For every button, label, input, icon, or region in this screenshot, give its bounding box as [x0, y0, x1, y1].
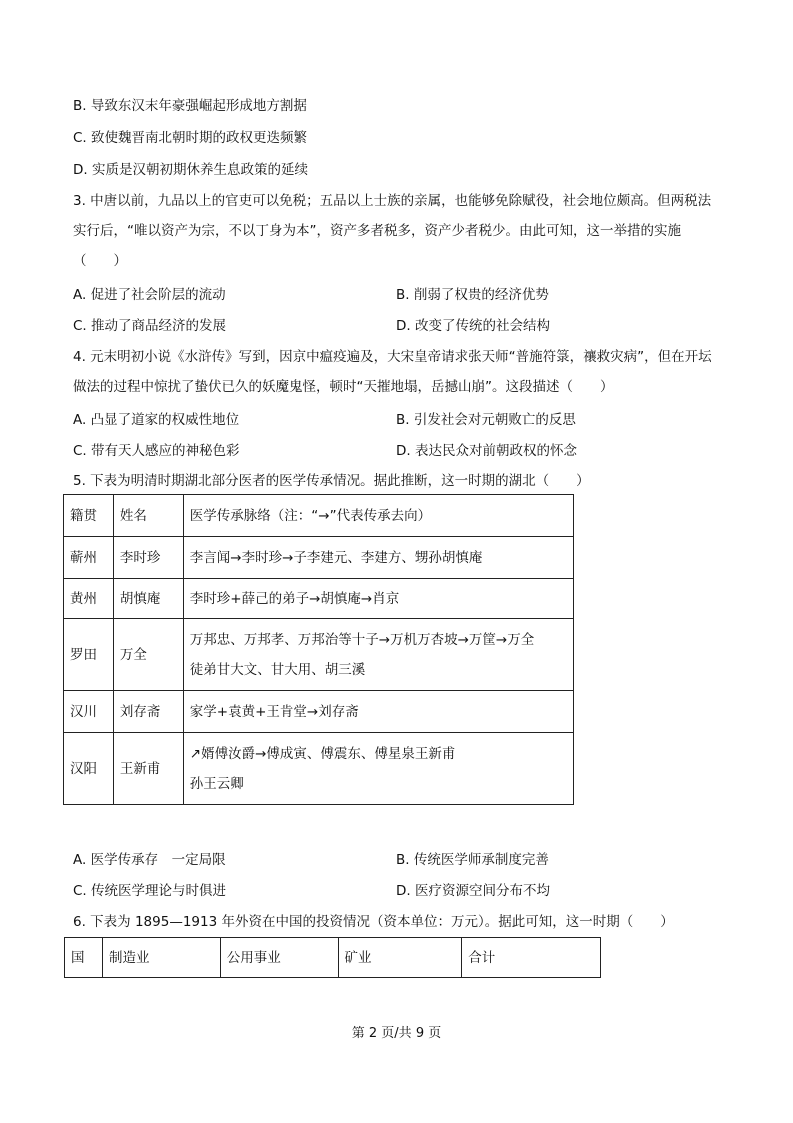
q4-stem: 4. 元末明初小说《水浒传》写到，因京中瘟疫遍及，大宋皇帝请求张天师“普施符箓，禳救灾病”，但在开坛做法的过程中惊扰了蛰伏已久的妖魔鬼怪，顿时“天摧地塌，岳撼山崩”。这段描述（ ）: [73, 349, 712, 395]
table-cell-line: 孙王云卿: [189, 775, 244, 792]
q4-option-b: B. 引发社会对元朝败亡的反思: [396, 412, 576, 428]
table-header-row: [64, 495, 574, 537]
q2-option-d: D. 实质是汉朝初期休养生息政策的延续: [73, 162, 308, 178]
table-cell: [183, 619, 573, 691]
q3-stem: 3. 中唐以前，九品以上的官吏可以免税；五品以上士族的亲属，也能够免除赋役，社会地位颇高。但两税法实行后，“唯以资产为宗，不以丁身为本”，资产多者税多，资产少者税少。由此可知，这一举措的实施（ ）: [73, 193, 712, 269]
table-cell: 李时珍: [113, 537, 183, 579]
table-row: [64, 579, 574, 619]
table-cell-line: 徒弟甘大文、甘大用、胡三溪: [189, 661, 366, 678]
table-cell: 李时珍+薛己的弟子→胡慎庵→肖京: [183, 579, 573, 619]
table-cell: 刘存斋: [113, 691, 183, 733]
q3-option-b: B. 削弱了权贵的经济优势: [396, 287, 549, 303]
q5-option-d: D. 医疗资源空间分布不均: [396, 883, 550, 899]
q4-option-a: A. 凸显了道家的权威性地位: [73, 412, 240, 428]
table-cell-line: 万邦忠、万邦孝、万邦治等十子→万机万杏坡→万筐→万全: [189, 631, 535, 648]
q4-option-d: D. 表达民众对前朝政权的怀念: [396, 443, 577, 459]
q5-table: [63, 494, 574, 805]
table-header-cell: 制造业: [102, 938, 220, 978]
table-header-cell: 合计: [462, 938, 601, 978]
table-header-cell: 医学传承脉络（注：“→”代表传承去向）: [183, 495, 573, 537]
table-row: [64, 733, 574, 805]
table-row: [64, 537, 574, 579]
table-row: [64, 619, 574, 691]
q3-option-d: D. 改变了传统的社会结构: [396, 318, 550, 334]
table-cell: 蕲州: [64, 537, 114, 579]
q2-option-c: C. 致使魏晋南北朝时期的政权更迭频繁: [73, 130, 308, 146]
table-cell: 李言闻→李时珍→子李建元、李建方、甥孙胡慎庵: [183, 537, 573, 579]
table-header-cell: 籍贯: [64, 495, 114, 537]
table-header-cell: 矿业: [338, 938, 462, 978]
page-footer: 第 2 页/共 9 页: [351, 1026, 442, 1041]
q5-option-c: C. 传统医学理论与时俱进: [73, 883, 227, 899]
table-row: [64, 691, 574, 733]
q2-option-b: B. 导致东汉末年豪强崛起形成地方割据: [73, 98, 307, 114]
table-cell: 汉阳: [64, 733, 114, 805]
q6-stem: 6. 下表为 1895—1913 年外资在中国的投资情况（资本单位：万元）。据此可知，这一时期（ ）: [73, 914, 674, 930]
q5-option-b: B. 传统医学师承制度完善: [396, 852, 549, 868]
table-cell: 黄州: [64, 579, 114, 619]
table-header-cell: 公用事业: [220, 938, 338, 978]
q6-table: [64, 937, 601, 978]
table-cell: 王新甫: [113, 733, 183, 805]
table-cell: 家学+袁黄+王肯堂→刘存斋: [183, 691, 573, 733]
q3-option-c: C. 推动了商品经济的发展: [73, 318, 227, 334]
table-header-cell: 姓名: [113, 495, 183, 537]
table-cell: 胡慎庵: [113, 579, 183, 619]
table-cell: 万全: [113, 619, 183, 691]
table-cell-line: ↗婿傅汝爵→傅成寅、傅震东、傅星泉王新甫: [189, 745, 456, 762]
table-cell: 罗田: [64, 619, 114, 691]
table-header-row: [65, 938, 601, 978]
table-header-cell: 国: [65, 938, 103, 978]
q5-stem: 5. 下表为明清时期湖北部分医者的医学传承情况。据此推断，这一时期的湖北（ ）: [73, 473, 590, 489]
table-cell: [183, 733, 573, 805]
q4-option-c: C. 带有天人感应的神秘色彩: [73, 443, 240, 459]
q5-option-a: A. 医学传承存 一定局限: [73, 852, 226, 868]
q3-option-a: A. 促进了社会阶层的流动: [73, 287, 226, 303]
table-cell: 汉川: [64, 691, 114, 733]
